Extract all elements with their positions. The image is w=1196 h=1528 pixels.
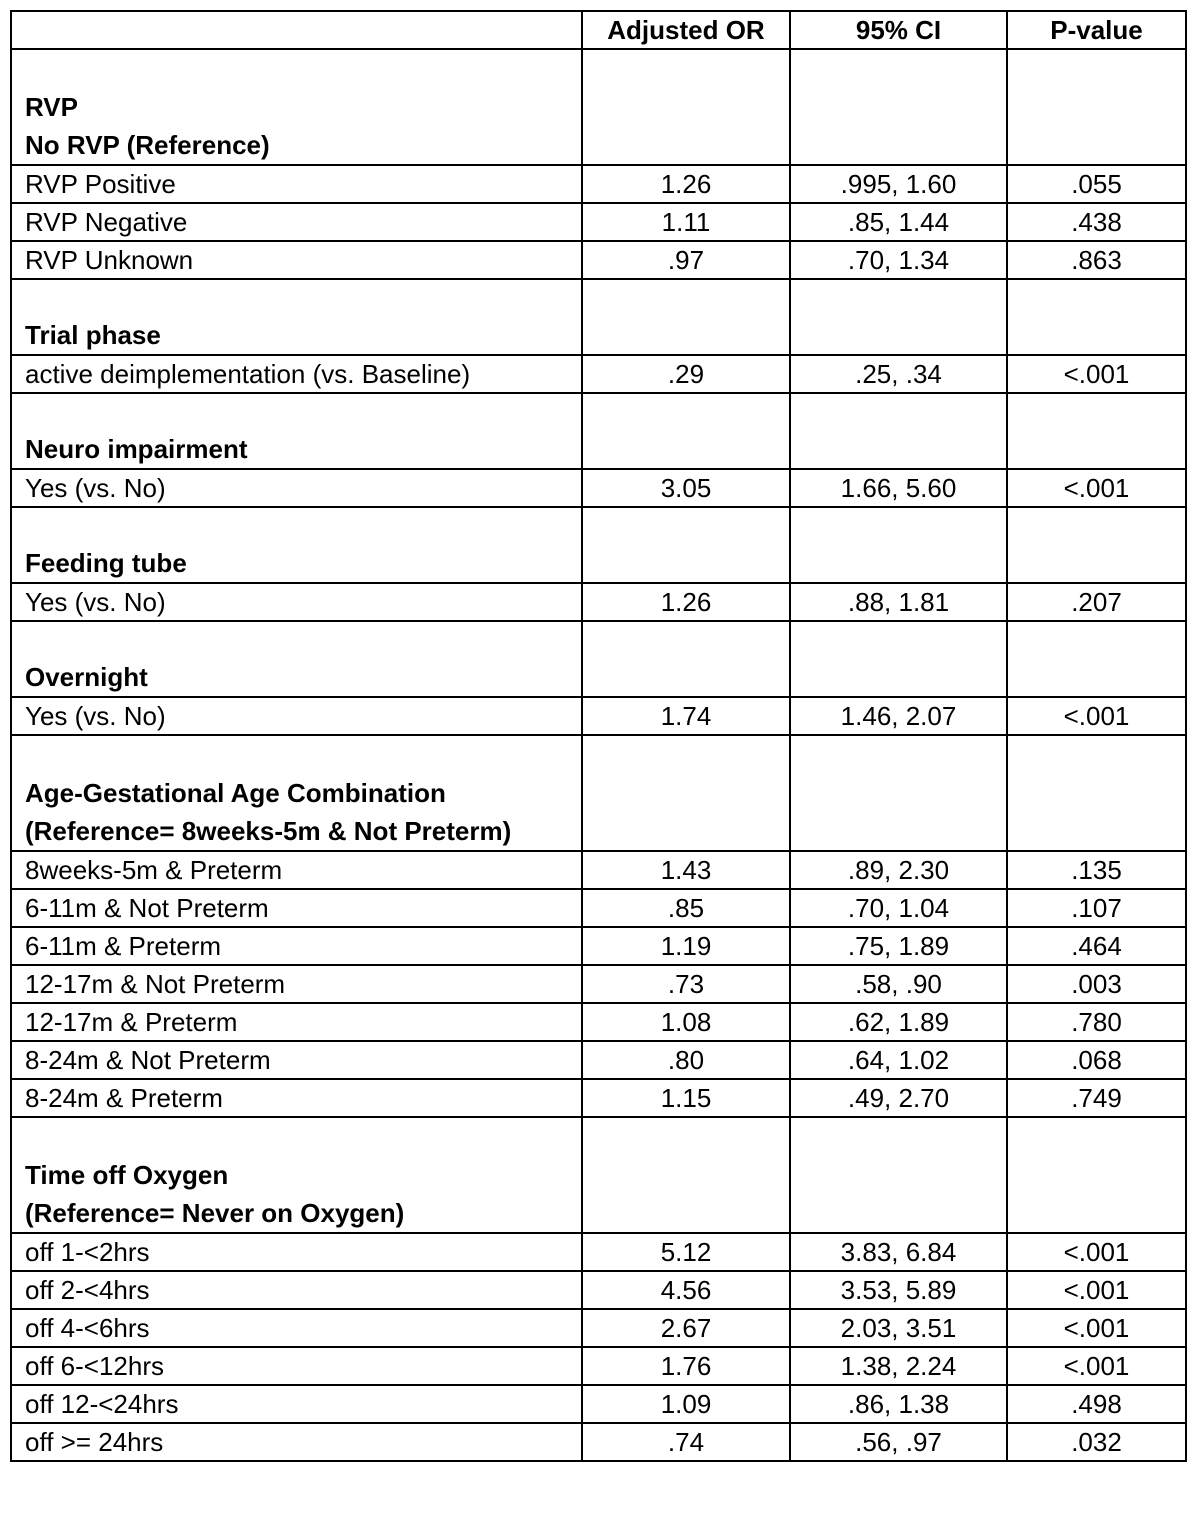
adjusted-or: 1.26 xyxy=(582,165,790,203)
p-value: .498 xyxy=(1007,1385,1186,1423)
confidence-interval: .62, 1.89 xyxy=(790,1003,1007,1041)
adjusted-or: 1.76 xyxy=(582,1347,790,1385)
section-row-time-off-oxygen xyxy=(11,1117,1186,1233)
table-row xyxy=(11,583,1186,621)
p-value: .207 xyxy=(1007,583,1186,621)
table-row xyxy=(11,469,1186,507)
adjusted-or: 1.74 xyxy=(582,697,790,735)
section-row-rvp xyxy=(11,49,1186,165)
adjusted-or: .74 xyxy=(582,1423,790,1461)
row-label: 6-11m & Preterm xyxy=(11,927,582,965)
header-p-value: P-value xyxy=(1007,11,1186,49)
confidence-interval: .25, .34 xyxy=(790,355,1007,393)
table-row xyxy=(11,203,1186,241)
p-value: <.001 xyxy=(1007,1271,1186,1309)
row-label: off 1-<2hrs xyxy=(11,1233,582,1271)
confidence-interval: .58, .90 xyxy=(790,965,1007,1003)
p-value: <.001 xyxy=(1007,1309,1186,1347)
adjusted-or: 4.56 xyxy=(582,1271,790,1309)
table-row xyxy=(11,851,1186,889)
adjusted-or: 1.09 xyxy=(582,1385,790,1423)
section-title: Neuro impairment xyxy=(11,393,582,469)
adjusted-or: 5.12 xyxy=(582,1233,790,1271)
row-label: off 4-<6hrs xyxy=(11,1309,582,1347)
table-row xyxy=(11,1347,1186,1385)
section-title: RVP No RVP (Reference) xyxy=(11,49,582,165)
section-title: Trial phase xyxy=(11,279,582,355)
row-label: Yes (vs. No) xyxy=(11,697,582,735)
row-label: off 6-<12hrs xyxy=(11,1347,582,1385)
adjusted-or: .97 xyxy=(582,241,790,279)
table-row xyxy=(11,697,1186,735)
p-value: .135 xyxy=(1007,851,1186,889)
section-row-neuro-impairment xyxy=(11,393,1186,469)
adjusted-or: 1.08 xyxy=(582,1003,790,1041)
confidence-interval: 1.66, 5.60 xyxy=(790,469,1007,507)
row-label: 8-24m & Not Preterm xyxy=(11,1041,582,1079)
p-value: .055 xyxy=(1007,165,1186,203)
row-label: 12-17m & Preterm xyxy=(11,1003,582,1041)
adjusted-or: 1.26 xyxy=(582,583,790,621)
adjusted-or: 1.11 xyxy=(582,203,790,241)
section-title: Overnight xyxy=(11,621,582,697)
section-title: Time off Oxygen (Reference= Never on Oxygen) xyxy=(11,1117,582,1233)
table-row xyxy=(11,165,1186,203)
confidence-interval: 3.53, 5.89 xyxy=(790,1271,1007,1309)
section-row-trial-phase xyxy=(11,279,1186,355)
table-row xyxy=(11,927,1186,965)
p-value: .749 xyxy=(1007,1079,1186,1117)
adjusted-or: 1.19 xyxy=(582,927,790,965)
section-row-age-gestational xyxy=(11,735,1186,851)
row-label: active deimplementation (vs. Baseline) xyxy=(11,355,582,393)
row-label: Yes (vs. No) xyxy=(11,469,582,507)
confidence-interval: 1.46, 2.07 xyxy=(790,697,1007,735)
header-label xyxy=(11,11,582,49)
confidence-interval: .995, 1.60 xyxy=(790,165,1007,203)
confidence-interval: .70, 1.34 xyxy=(790,241,1007,279)
confidence-interval: 2.03, 3.51 xyxy=(790,1309,1007,1347)
table-row xyxy=(11,355,1186,393)
header-row xyxy=(11,11,1186,49)
table-row xyxy=(11,241,1186,279)
table-row xyxy=(11,1079,1186,1117)
row-label: RVP Positive xyxy=(11,165,582,203)
table-row xyxy=(11,965,1186,1003)
p-value: .107 xyxy=(1007,889,1186,927)
p-value: <.001 xyxy=(1007,1347,1186,1385)
confidence-interval: .89, 2.30 xyxy=(790,851,1007,889)
table-row xyxy=(11,1423,1186,1461)
table-row xyxy=(11,1003,1186,1041)
adjusted-or: 1.43 xyxy=(582,851,790,889)
table-row xyxy=(11,1271,1186,1309)
row-label: RVP Unknown xyxy=(11,241,582,279)
row-label: off 2-<4hrs xyxy=(11,1271,582,1309)
adjusted-or: 2.67 xyxy=(582,1309,790,1347)
confidence-interval: .86, 1.38 xyxy=(790,1385,1007,1423)
p-value: .032 xyxy=(1007,1423,1186,1461)
confidence-interval: .49, 2.70 xyxy=(790,1079,1007,1117)
p-value: .003 xyxy=(1007,965,1186,1003)
adjusted-or: 3.05 xyxy=(582,469,790,507)
p-value: .863 xyxy=(1007,241,1186,279)
p-value: .780 xyxy=(1007,1003,1186,1041)
confidence-interval: .75, 1.89 xyxy=(790,927,1007,965)
row-label: off 12-<24hrs xyxy=(11,1385,582,1423)
row-label: 12-17m & Not Preterm xyxy=(11,965,582,1003)
header-ci: 95% CI xyxy=(790,11,1007,49)
table-row xyxy=(11,1385,1186,1423)
section-row-overnight xyxy=(11,621,1186,697)
p-value: .438 xyxy=(1007,203,1186,241)
confidence-interval: .64, 1.02 xyxy=(790,1041,1007,1079)
row-label: 8weeks-5m & Preterm xyxy=(11,851,582,889)
table-row xyxy=(11,1233,1186,1271)
section-row-feeding-tube xyxy=(11,507,1186,583)
row-label: 6-11m & Not Preterm xyxy=(11,889,582,927)
row-label: off >= 24hrs xyxy=(11,1423,582,1461)
confidence-interval: .88, 1.81 xyxy=(790,583,1007,621)
confidence-interval: 3.83, 6.84 xyxy=(790,1233,1007,1271)
odds-ratio-table xyxy=(10,10,1187,1462)
row-label: Yes (vs. No) xyxy=(11,583,582,621)
section-title: Feeding tube xyxy=(11,507,582,583)
p-value: <.001 xyxy=(1007,469,1186,507)
table-row xyxy=(11,1041,1186,1079)
confidence-interval: 1.38, 2.24 xyxy=(790,1347,1007,1385)
table-row xyxy=(11,889,1186,927)
table-row xyxy=(11,1309,1186,1347)
adjusted-or: .29 xyxy=(582,355,790,393)
confidence-interval: .56, .97 xyxy=(790,1423,1007,1461)
adjusted-or: 1.15 xyxy=(582,1079,790,1117)
adjusted-or: .80 xyxy=(582,1041,790,1079)
confidence-interval: .70, 1.04 xyxy=(790,889,1007,927)
row-label: 8-24m & Preterm xyxy=(11,1079,582,1117)
section-title: Age-Gestational Age Combination (Reference= 8weeks-5m & Not Preterm) xyxy=(11,735,582,851)
confidence-interval: .85, 1.44 xyxy=(790,203,1007,241)
p-value: <.001 xyxy=(1007,1233,1186,1271)
header-adjusted-or: Adjusted OR xyxy=(582,11,790,49)
adjusted-or: .85 xyxy=(582,889,790,927)
p-value: .464 xyxy=(1007,927,1186,965)
p-value: <.001 xyxy=(1007,355,1186,393)
p-value: <.001 xyxy=(1007,697,1186,735)
row-label: RVP Negative xyxy=(11,203,582,241)
adjusted-or: .73 xyxy=(582,965,790,1003)
p-value: .068 xyxy=(1007,1041,1186,1079)
